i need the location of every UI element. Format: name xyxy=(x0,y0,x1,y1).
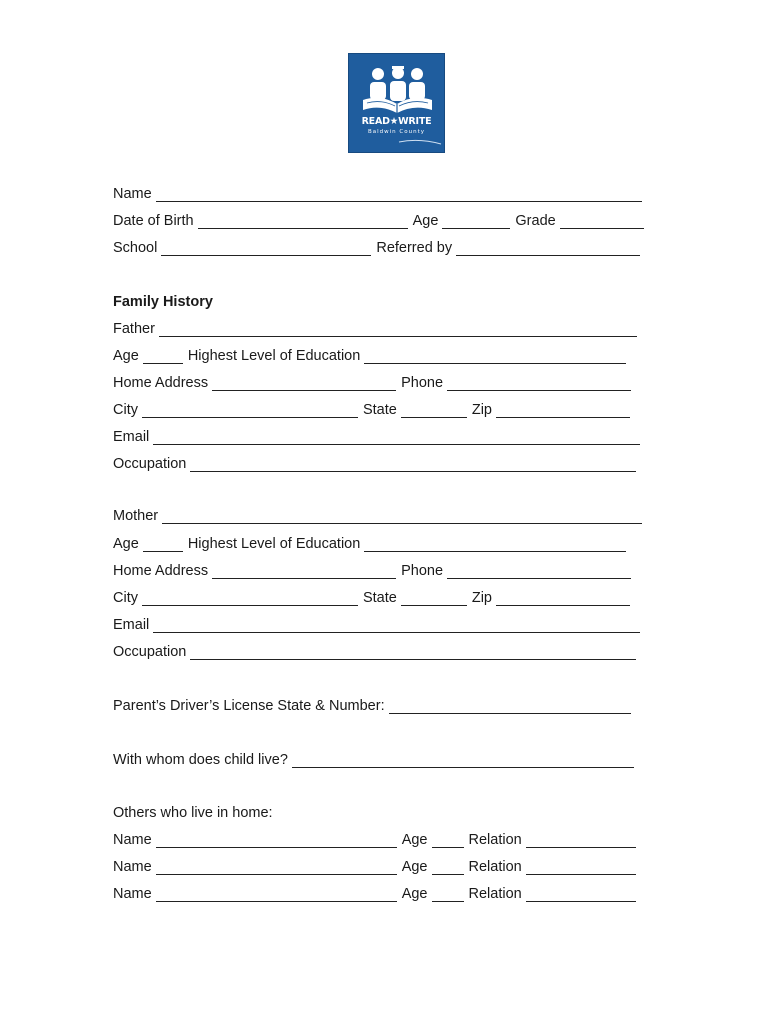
others-relation-label: Relation xyxy=(468,832,522,848)
dob-label: Date of Birth xyxy=(113,213,194,229)
father-address-row xyxy=(113,374,631,392)
mother-occupation-row xyxy=(113,643,636,661)
father-age-row xyxy=(113,347,626,365)
lives-with-label: With whom does child live? xyxy=(113,752,288,768)
age-field[interactable] xyxy=(442,214,510,229)
father-label: Father xyxy=(113,321,155,337)
others-relation-label: Relation xyxy=(468,886,522,902)
mother-education-field[interactable] xyxy=(364,537,626,552)
family-history-heading: Family History xyxy=(113,294,213,310)
father-phone-field[interactable] xyxy=(447,376,631,391)
dob-field[interactable] xyxy=(198,214,408,229)
others-age-label: Age xyxy=(401,886,428,902)
father-city-field[interactable] xyxy=(142,403,358,418)
father-state-field[interactable] xyxy=(401,403,467,418)
mother-row xyxy=(113,507,642,525)
father-education-field[interactable] xyxy=(364,349,626,364)
others-relation-field-1[interactable] xyxy=(526,833,636,848)
mother-address-row xyxy=(113,562,631,580)
mother-city-row xyxy=(113,589,630,607)
father-education-label: Highest Level of Education xyxy=(187,348,361,364)
mother-zip-field[interactable] xyxy=(496,591,630,606)
mother-age-row xyxy=(113,535,626,553)
father-age-field[interactable] xyxy=(143,349,183,364)
dob-row xyxy=(113,212,644,230)
license-row xyxy=(113,697,631,715)
father-age-label: Age xyxy=(113,348,139,364)
father-phone-label: Phone xyxy=(401,375,444,391)
father-city-label: City xyxy=(113,402,138,418)
father-row xyxy=(113,320,637,338)
mother-address-field[interactable] xyxy=(212,564,396,579)
mother-state-label: State xyxy=(362,590,397,606)
others-name-field-3[interactable] xyxy=(156,887,397,902)
others-relation-label: Relation xyxy=(468,859,522,875)
mother-occupation-label: Occupation xyxy=(113,644,187,660)
father-state-label: State xyxy=(362,402,397,418)
others-name-label: Name xyxy=(113,832,152,848)
father-zip-field[interactable] xyxy=(496,403,630,418)
grade-label: Grade xyxy=(515,213,556,229)
read-write-logo xyxy=(348,53,445,153)
license-label: Parent’s Driver’s License State & Number: xyxy=(113,698,385,714)
others-age-field-2[interactable] xyxy=(432,860,464,875)
referred-field[interactable] xyxy=(456,241,640,256)
others-name-label: Name xyxy=(113,886,152,902)
people-reading-icon xyxy=(349,54,446,154)
license-field[interactable] xyxy=(389,699,631,714)
father-occupation-label: Occupation xyxy=(113,456,187,472)
mother-state-field[interactable] xyxy=(401,591,467,606)
others-name-label: Name xyxy=(113,859,152,875)
others-name-field-2[interactable] xyxy=(156,860,397,875)
lives-with-row xyxy=(113,751,634,769)
others-relation-field-2[interactable] xyxy=(526,860,636,875)
mother-email-label: Email xyxy=(113,617,150,633)
father-address-field[interactable] xyxy=(212,376,396,391)
school-label: School xyxy=(113,240,158,256)
referred-label: Referred by xyxy=(376,240,453,256)
age-label: Age xyxy=(412,213,439,229)
name-field[interactable] xyxy=(156,187,642,202)
father-email-row xyxy=(113,428,640,446)
father-address-label: Home Address xyxy=(113,375,209,391)
father-city-row xyxy=(113,401,630,419)
others-heading: Others who live in home: xyxy=(113,805,273,821)
mother-education-label: Highest Level of Education xyxy=(187,536,361,552)
father-zip-label: Zip xyxy=(471,402,492,418)
father-occupation-row xyxy=(113,455,636,473)
others-age-field-3[interactable] xyxy=(432,887,464,902)
lives-with-field[interactable] xyxy=(292,753,634,768)
mother-phone-label: Phone xyxy=(401,563,444,579)
mother-address-label: Home Address xyxy=(113,563,209,579)
name-row xyxy=(113,185,642,203)
father-email-label: Email xyxy=(113,429,150,445)
others-age-field-1[interactable] xyxy=(432,833,464,848)
mother-occupation-field[interactable] xyxy=(190,645,636,660)
mother-label: Mother xyxy=(113,508,159,524)
mother-email-row xyxy=(113,616,640,634)
father-field[interactable] xyxy=(159,322,637,337)
others-age-label: Age xyxy=(401,859,428,875)
school-field[interactable] xyxy=(161,241,371,256)
logo-title: READ★WRITE xyxy=(361,116,432,127)
others-relation-field-3[interactable] xyxy=(526,887,636,902)
others-age-label: Age xyxy=(401,832,428,848)
mother-phone-field[interactable] xyxy=(447,564,631,579)
mother-city-label: City xyxy=(113,590,138,606)
others-row-3 xyxy=(113,885,636,903)
mother-city-field[interactable] xyxy=(142,591,358,606)
mother-zip-label: Zip xyxy=(471,590,492,606)
father-email-field[interactable] xyxy=(153,430,640,445)
others-row-1 xyxy=(113,831,636,849)
mother-field[interactable] xyxy=(162,509,642,524)
others-row-2 xyxy=(113,858,636,876)
logo-subtitle: Baldwin County xyxy=(367,129,425,135)
mother-email-field[interactable] xyxy=(153,618,640,633)
grade-field[interactable] xyxy=(560,214,644,229)
school-row xyxy=(113,239,640,257)
father-occupation-field[interactable] xyxy=(190,457,636,472)
mother-age-field[interactable] xyxy=(143,537,183,552)
mother-age-label: Age xyxy=(113,536,139,552)
name-label: Name xyxy=(113,186,152,202)
others-name-field-1[interactable] xyxy=(156,833,397,848)
